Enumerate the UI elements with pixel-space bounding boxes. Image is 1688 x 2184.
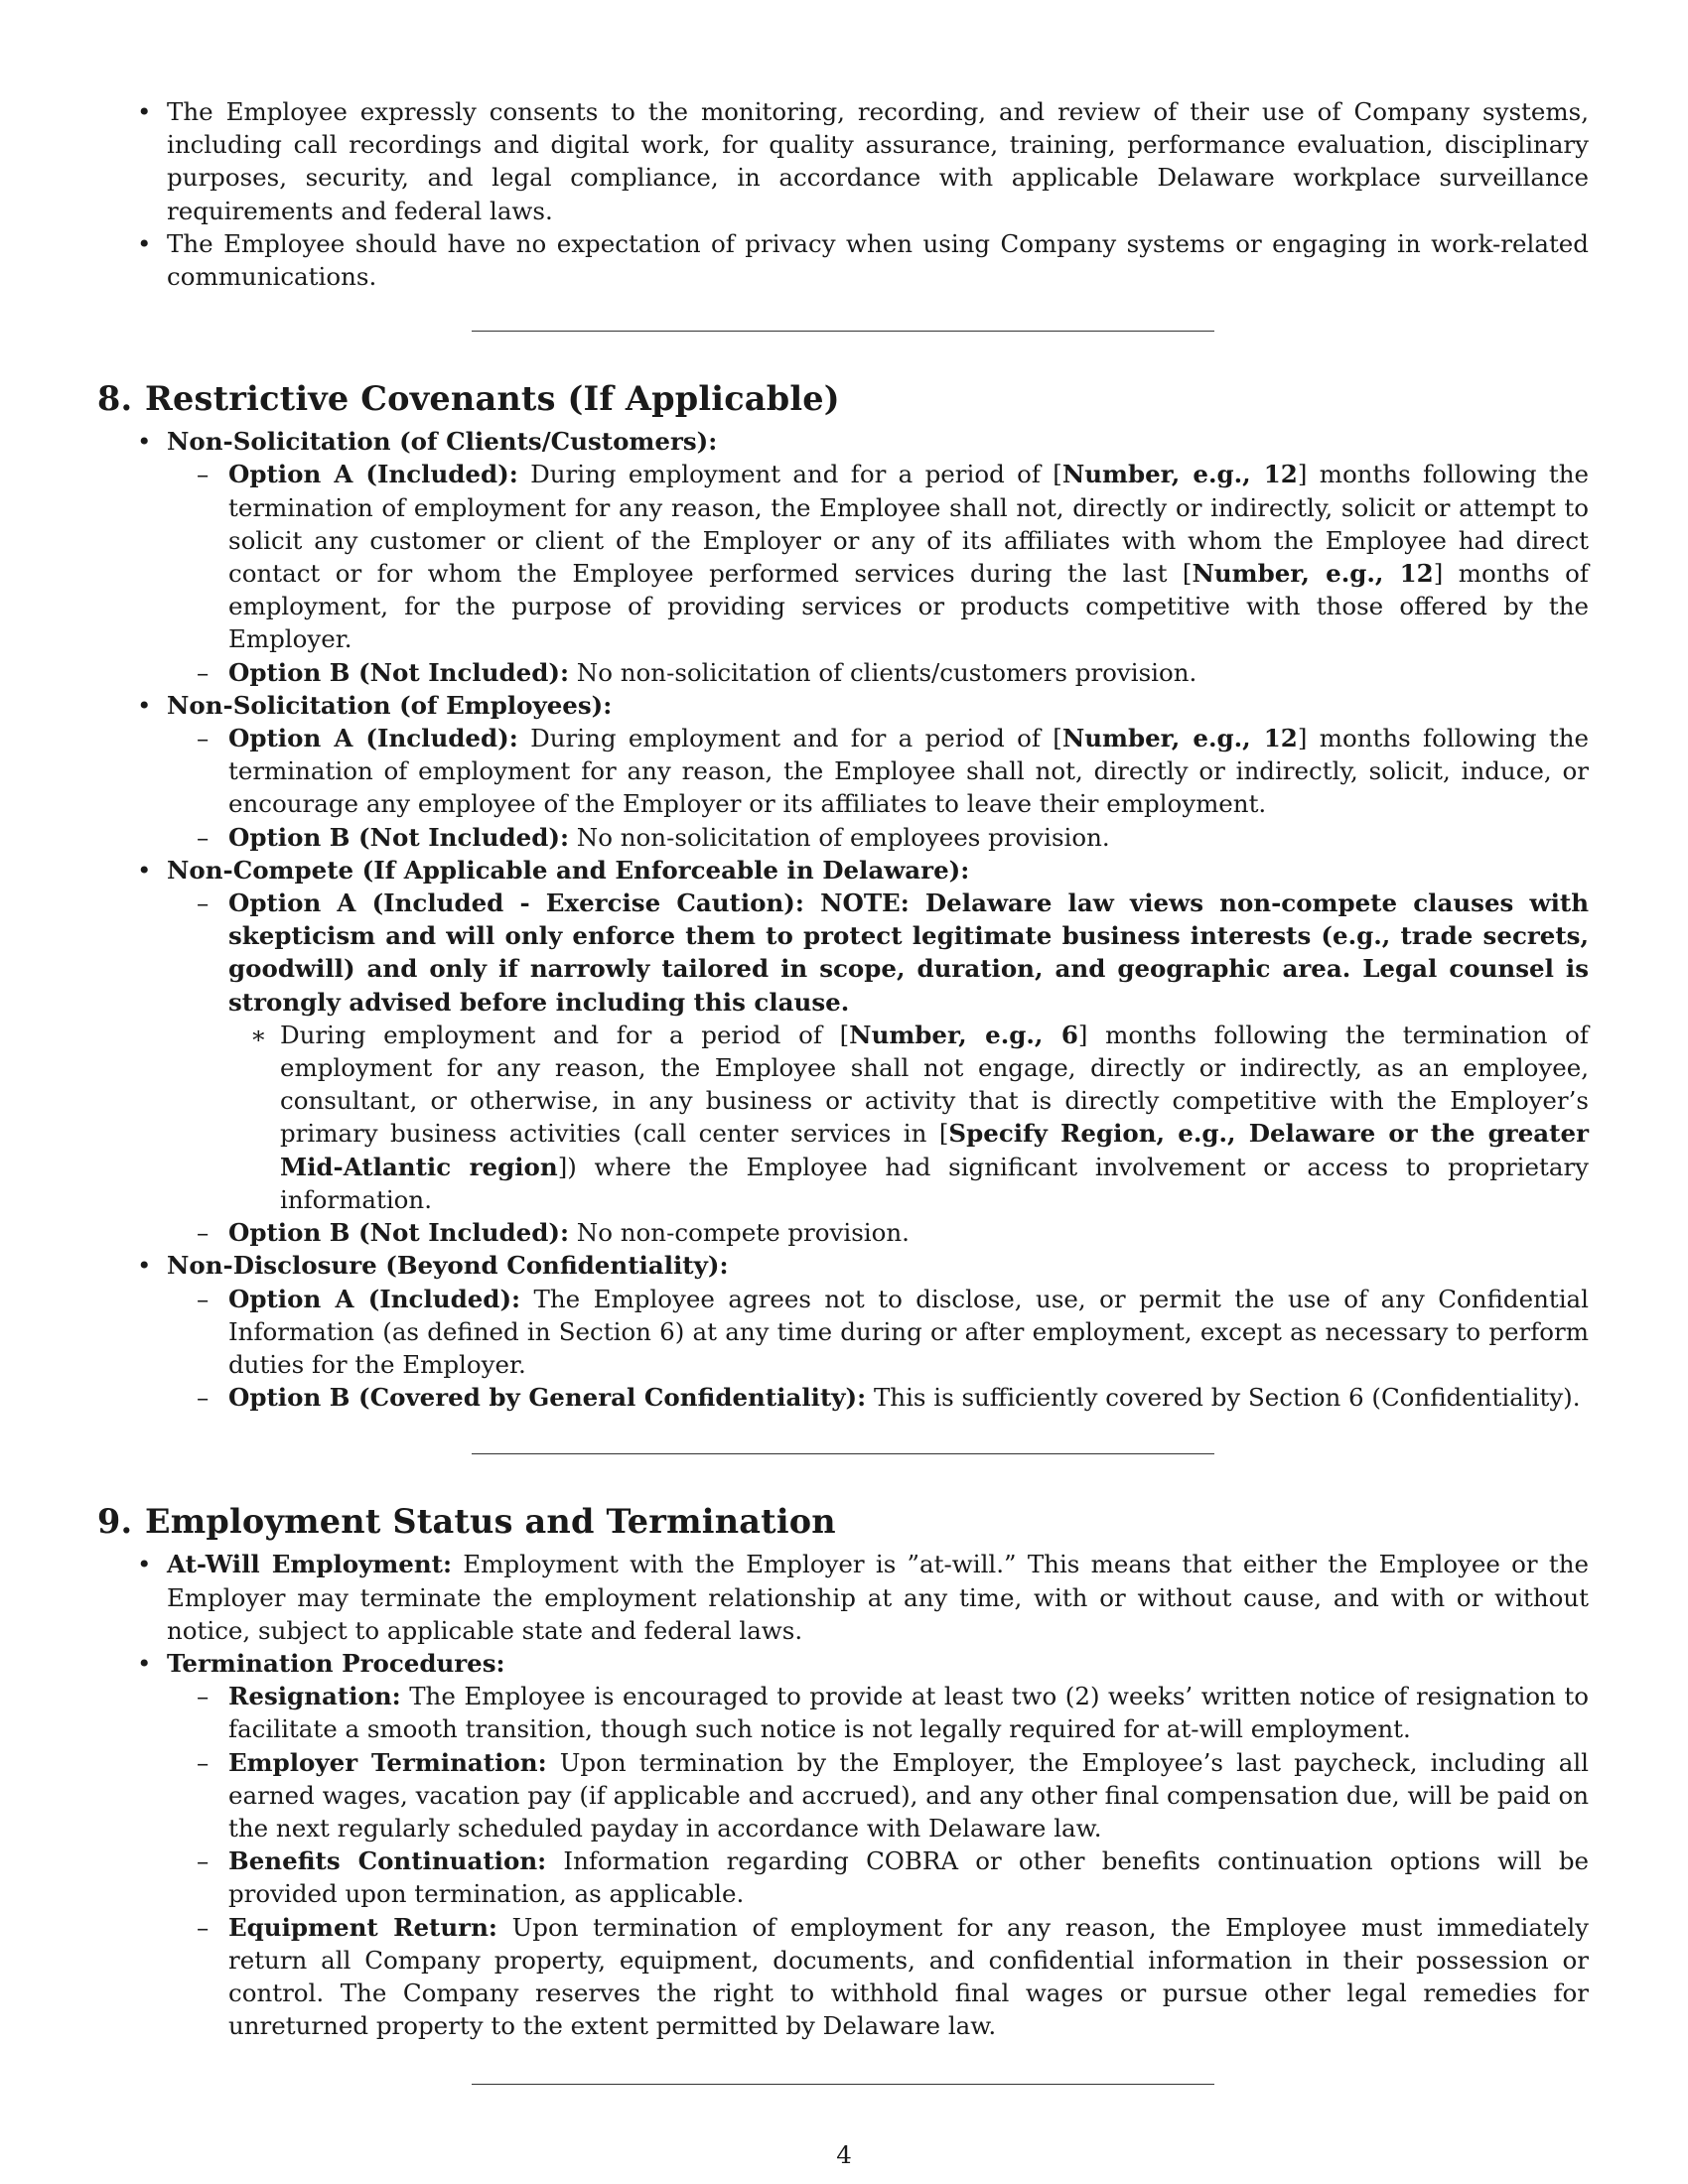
item-heading: Non-Compete (If Applicable and Enforceable in Delaware): <box>167 855 970 885</box>
option-a: – Option A (Included - Exercise Caution): NOTE: Delaware law views non-compete clauses with skepticism and will only enforce them to protect legitimate business interests (e.g., trade secrets, goodwill) and only if narrowly tailored in scope, duration, and geographic area. Legal counsel is strongly advised before including this clause. ∗ During employment and for a period of [Number, e.g., 6] months following the termination of employment for any reason, the Employee shall not engage, directly or indirectly, as an employee, consultant, or otherwise, in any business or activity that is directly competitive with the Employer’s primary business activities (call center services in [Specify Region, e.g., Delaware or the greater Mid-Atlantic region]) where the Employee had significant involvement or access to proprietary information. <box>167 887 1589 1216</box>
client-nonsolicit-item <box>97 425 1589 689</box>
page-number: 4 <box>836 2140 852 2169</box>
section-9-heading <box>97 1500 1589 1544</box>
section-number: 9. <box>97 1502 133 1542</box>
list-item: • The Employee should have no expectation of privacy when using Company systems or engaging in work-related communications. <box>97 227 1589 293</box>
list-item: • The Employee expressly consents to the monitoring, recording, and review of their use of Company systems, including call recordings and digital work, for quality assurance, training, performance evaluation, disciplinary purposes, security, and legal compliance, in accordance with applicable Delaware workplace surveillance requirements and federal laws. <box>97 95 1589 227</box>
section-9-list <box>97 1548 1589 2042</box>
section-divider <box>472 1453 1214 1454</box>
section-number: 8. <box>97 379 133 419</box>
section-title: Restrictive Covenants (If Applicable) <box>145 379 840 419</box>
option-b: – Option B (Not Included): No non-solicitation of employees provision. <box>167 821 1589 854</box>
item-heading: Non-Solicitation (of Employees): <box>167 690 613 720</box>
item-heading: Non-Disclosure (Beyond Confidentiality): <box>167 1251 729 1281</box>
noncompete-item <box>97 854 1589 1249</box>
item-heading: Termination Procedures: <box>167 1648 505 1678</box>
section-8-list <box>97 425 1589 1414</box>
section-divider <box>472 331 1214 332</box>
termination-procedures-item <box>97 1647 1589 2042</box>
employer-termination-item: – Employer Termination: Upon termination by the Employer, the Employee’s last paycheck, including all earned wages, vacation pay (if applicable and accrued), and any other final compensation due, will be paid on the next regularly scheduled payday in accordance with Delaware law. <box>167 1746 1589 1845</box>
equipment-return-item: – Equipment Return: Upon termination of employment for any reason, the Employee must immediately return all Company property, equipment, documents, and confidential information in their possession or control. The Company reserves the right to withhold final wages or pursue other legal remedies for unreturned property to the extent permitted by Delaware law. <box>167 1911 1589 2043</box>
section-title: Employment Status and Termination <box>145 1502 836 1542</box>
employee-nonsolicit-item <box>97 689 1589 854</box>
monitoring-bullets <box>97 95 1589 293</box>
option-a: – Option A (Included): During employment and for a period of [Number, e.g., 12] months following the termination of employment for any reason, the Employee shall not, directly or indirectly, solicit, induce, or encourage any employee of the Employer or its affiliates to leave their employment. <box>167 722 1589 821</box>
option-b: – Option B (Not Included): No non-compete provision. <box>167 1216 1589 1249</box>
option-a: – Option A (Included): The Employee agrees not to disclose, use, or permit the use of any Confidential Information (as defined in Section 6) at any time during or after employment, except as necessary to perform duties for the Employer. <box>167 1283 1589 1382</box>
option-b: – Option B (Not Included): No non-solicitation of clients/customers provision. <box>167 656 1589 689</box>
nondisclosure-item <box>97 1249 1589 1414</box>
item-heading: Non-Solicitation (of Clients/Customers): <box>167 427 718 457</box>
section-8-heading <box>97 377 1589 421</box>
option-b: – Option B (Covered by General Confidentiality): This is sufficiently covered by Section 6 (Confidentiality). <box>167 1381 1589 1414</box>
section-divider <box>472 2084 1214 2085</box>
at-will-item: • At-Will Employment: Employment with the Employer is ”at-will.” This means that either the Employee or the Employer may terminate the employment relationship at any time, with or without cause, and with or without notice, subject to applicable state and federal laws. <box>97 1548 1589 1647</box>
page-content <box>97 95 1589 2085</box>
option-a: – Option A (Included): During employment and for a period of [Number, e.g., 12] months following the termination of employment for any reason, the Employee shall not, directly or indirectly, solicit or attempt to solicit any customer or client of the Employer or any of its affiliates with whom the Employee had direct contact or for whom the Employee performed services during the last [Number, e.g., 12] months of employment, for the purpose of providing services or products competitive with those offered by the Employer. <box>167 458 1589 655</box>
noncompete-clause: ∗ During employment and for a period of [Number, e.g., 6] months following the termination of employment for any reason, the Employee shall not engage, directly or indirectly, as an employee, consultant, or otherwise, in any business or activity that is directly competitive with the Employer’s primary business activities (call center services in [Specify Region, e.g., Delaware or the greater Mid-Atlantic region]) where the Employee had significant involvement or access to proprietary information. <box>228 1019 1589 1216</box>
benefits-continuation-item: – Benefits Continuation: Information regarding COBRA or other benefits continuation options will be provided upon termination, as applicable. <box>167 1844 1589 1910</box>
resignation-item: – Resignation: The Employee is encouraged to provide at least two (2) weeks’ written notice of resignation to facilitate a smooth transition, though such notice is not legally required for at-will employment. <box>167 1680 1589 1745</box>
